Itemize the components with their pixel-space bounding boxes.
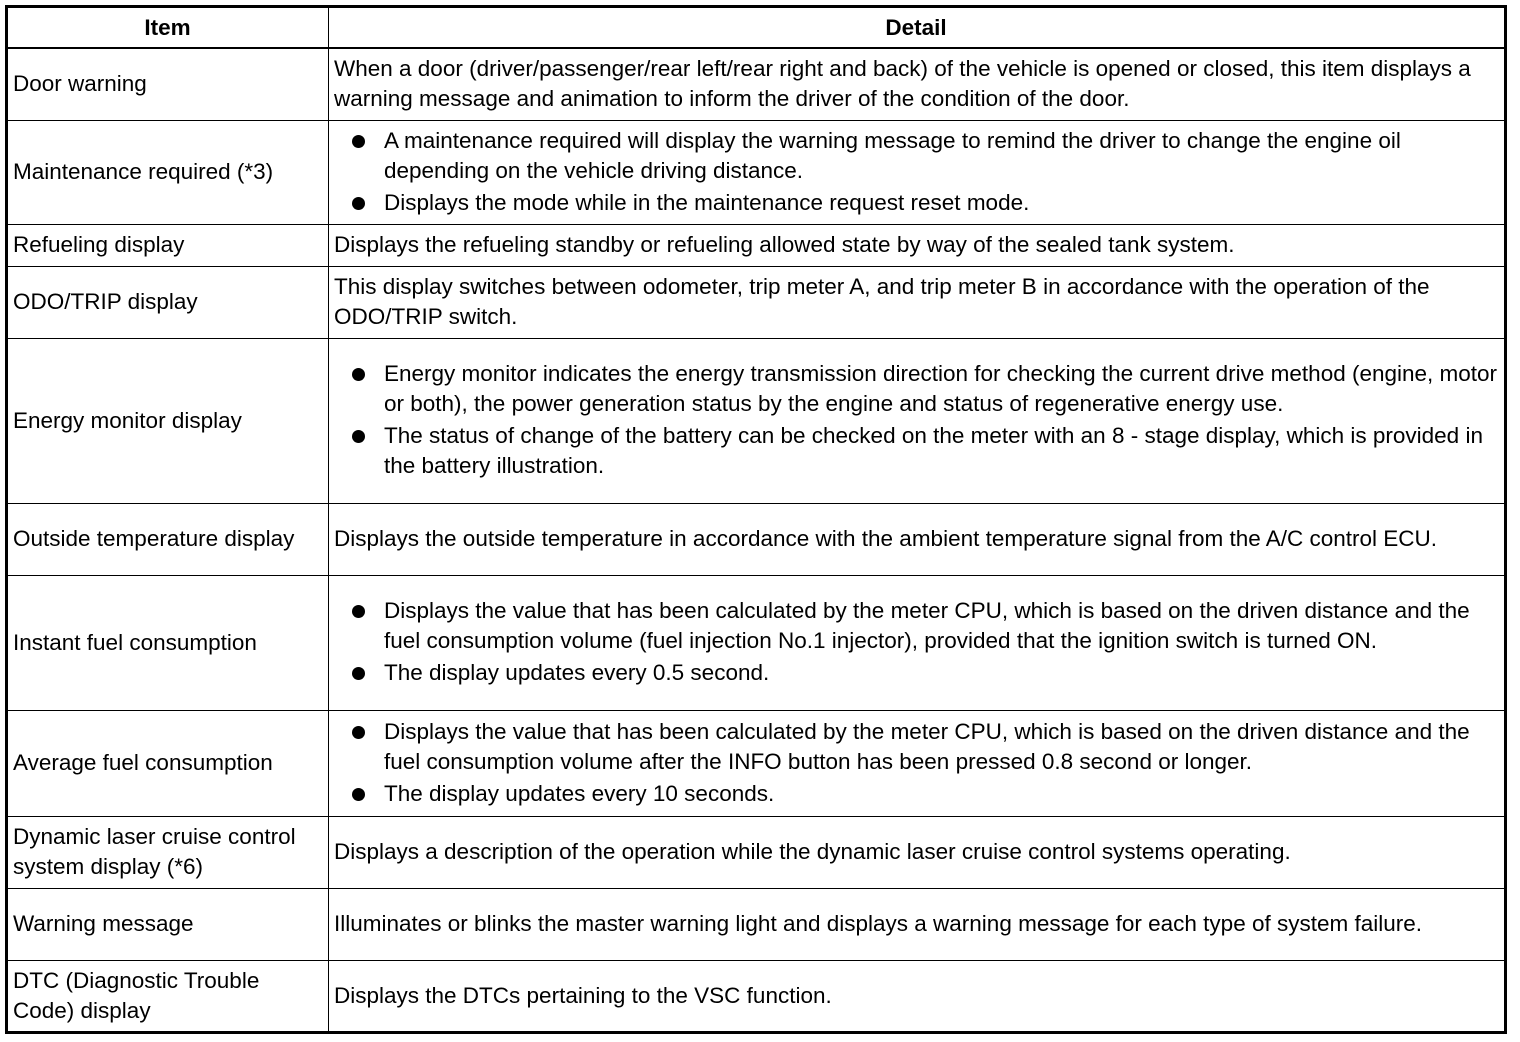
- detail-cell: [329, 224, 1506, 266]
- table-row: [7, 48, 1506, 120]
- item-cell: Instant fuel consumption: [7, 575, 329, 710]
- detail-cell: [329, 120, 1506, 224]
- table-header: [7, 7, 1506, 49]
- table-body: [7, 48, 1506, 1032]
- bullet-text: The status of change of the battery can be checked on the meter with an 8 - stage display, which is provided in the battery illustration.: [384, 423, 1483, 478]
- detail-text: Displays the outside temperature in accordance with the ambient temperature signal from the A/C control ECU.: [334, 526, 1438, 551]
- header-row: [7, 7, 1506, 49]
- bullet-text: The display updates every 10 seconds.: [384, 780, 775, 806]
- detail-cell: [329, 710, 1506, 816]
- table-row: [7, 575, 1506, 710]
- bullet-text: Energy monitor indicates the energy transmission direction for checking the current drive method (engine, motor or both), the power generation status by the engine and status of regenerative energy use.: [384, 361, 1498, 416]
- item-cell: Refueling display: [7, 224, 329, 266]
- detail-text: Displays the refueling standby or refueling allowed state by way of the sealed tank system.: [334, 232, 1235, 257]
- header-detail: Detail: [329, 7, 1506, 49]
- bullet-dot-icon: [352, 430, 365, 443]
- detail-cell: [329, 816, 1506, 888]
- detail-text: Illuminates or blinks the master warning light and displays a warning message for each type of system failure.: [334, 911, 1423, 936]
- detail-cell: [329, 960, 1506, 1032]
- bullet-item: [334, 126, 1498, 186]
- bullet-item: [334, 658, 1498, 688]
- detail-cell: [329, 503, 1506, 575]
- bullet-list: [334, 596, 1498, 688]
- detail-cell: [329, 338, 1506, 503]
- bullet-item: [334, 421, 1498, 481]
- bullet-list: [334, 359, 1498, 481]
- bullet-list: [334, 126, 1498, 218]
- bullet-item: [334, 779, 1498, 809]
- bullet-text: Displays the value that has been calculated by the meter CPU, which is based on the driven distance and the fuel consumption volume after the INFO button has been pressed 0.8 second or longer.: [384, 718, 1470, 774]
- table-row: [7, 888, 1506, 960]
- bullet-item: [334, 188, 1498, 218]
- bullet-item: [334, 359, 1498, 419]
- bullet-dot-icon: [352, 667, 365, 680]
- item-cell: Warning message: [7, 888, 329, 960]
- item-cell: ODO/TRIP display: [7, 266, 329, 338]
- bullet-dot-icon: [352, 135, 365, 148]
- detail-text: When a door (driver/passenger/rear left/rear right and back) of the vehicle is opened or closed, this item displays a warning message and animation to inform the driver of the condition of the door.: [334, 56, 1471, 112]
- bullet-dot-icon: [352, 605, 365, 618]
- item-cell: DTC (Diagnostic Trouble Code) display: [7, 960, 329, 1032]
- table-row: [7, 266, 1506, 338]
- table-row: [7, 120, 1506, 224]
- bullet-dot-icon: [352, 368, 365, 381]
- detail-text: This display switches between odometer, trip meter A, and trip meter B in accordance with the operation of the ODO/TRIP switch.: [334, 274, 1430, 329]
- bullet-text: The display updates every 0.5 second.: [384, 660, 770, 685]
- table-row: [7, 338, 1506, 503]
- header-item: Item: [7, 7, 329, 49]
- bullet-text: Displays the mode while in the maintenance request reset mode.: [384, 189, 1030, 215]
- detail-cell: [329, 48, 1506, 120]
- bullet-text: A maintenance required will display the warning message to remind the driver to change the engine oil depending on the vehicle driving distance.: [384, 127, 1401, 183]
- item-cell: Door warning: [7, 48, 329, 120]
- table-row: [7, 710, 1506, 816]
- table-row: [7, 960, 1506, 1032]
- item-cell: Energy monitor display: [7, 338, 329, 503]
- spec-table: [5, 5, 1507, 1034]
- detail-cell: [329, 888, 1506, 960]
- item-cell: Dynamic laser cruise control system display (*6): [7, 816, 329, 888]
- bullet-item: [334, 596, 1498, 656]
- bullet-item: [334, 717, 1498, 777]
- detail-text: Displays the DTCs pertaining to the VSC function.: [334, 982, 832, 1008]
- table-row: [7, 503, 1506, 575]
- detail-cell: [329, 266, 1506, 338]
- detail-cell: [329, 575, 1506, 710]
- bullet-dot-icon: [352, 197, 365, 210]
- item-cell: Maintenance required (*3): [7, 120, 329, 224]
- bullet-dot-icon: [352, 726, 365, 739]
- table-row: [7, 224, 1506, 266]
- bullet-dot-icon: [352, 788, 365, 801]
- table-row: [7, 816, 1506, 888]
- bullet-text: Displays the value that has been calculated by the meter CPU, which is based on the driven distance and the fuel consumption volume (fuel injection No.1 injector), provided that the ignition switch is turned ON.: [384, 598, 1470, 653]
- item-cell: Outside temperature display: [7, 503, 329, 575]
- item-cell: Average fuel consumption: [7, 710, 329, 816]
- bullet-list: [334, 717, 1498, 809]
- detail-text: Displays a description of the operation while the dynamic laser cruise control systems operating.: [334, 839, 1291, 864]
